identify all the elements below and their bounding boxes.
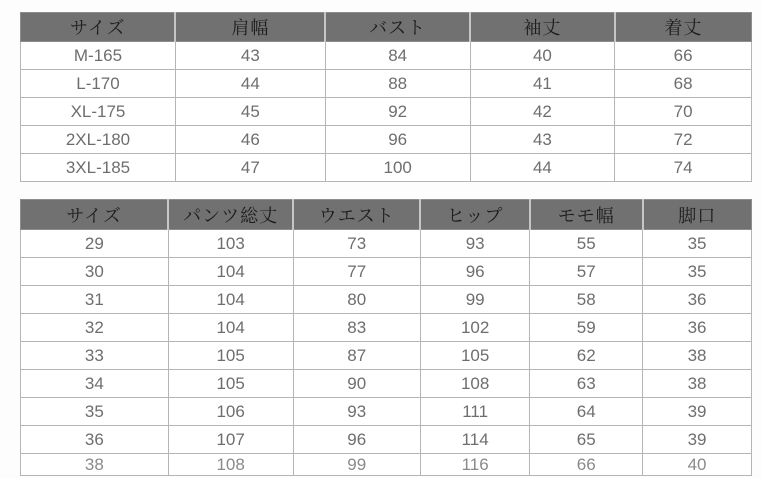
table-cell: 92 xyxy=(325,98,470,126)
table-cell: 44 xyxy=(470,154,615,182)
table-cell: 36 xyxy=(643,286,752,314)
column-header-3: 袖丈 xyxy=(470,13,615,42)
table-cell: 66 xyxy=(615,42,752,70)
column-header-2: ウエスト xyxy=(293,200,420,230)
table-cell: 64 xyxy=(530,398,643,426)
table-cell: 29 xyxy=(21,230,169,258)
table-cell: 80 xyxy=(293,286,420,314)
table-cell: 73 xyxy=(293,230,420,258)
header-row xyxy=(21,13,752,42)
table-cell: 107 xyxy=(168,426,293,454)
table-cell: 41 xyxy=(470,70,615,98)
table-row xyxy=(21,126,752,154)
table-cell: 114 xyxy=(420,426,530,454)
table-cell: 3XL-185 xyxy=(21,154,176,182)
table-cell: 77 xyxy=(293,258,420,286)
table-cell: 96 xyxy=(420,258,530,286)
table-cell: 87 xyxy=(293,342,420,370)
column-header-4: 着丈 xyxy=(615,13,752,42)
table-row xyxy=(21,230,752,258)
table-cell: 100 xyxy=(325,154,470,182)
table-cell: 32 xyxy=(21,314,169,342)
table-cell: 30 xyxy=(21,258,169,286)
table-cell: 2XL-180 xyxy=(21,126,176,154)
table-row xyxy=(21,370,752,398)
table-cell: 66 xyxy=(530,454,643,476)
table-cell: 39 xyxy=(643,398,752,426)
table-cell: 105 xyxy=(420,342,530,370)
table-cell: 57 xyxy=(530,258,643,286)
table-cell: 55 xyxy=(530,230,643,258)
table-row xyxy=(21,454,752,476)
table-cell: 47 xyxy=(175,154,325,182)
column-header-3: ヒップ xyxy=(420,200,530,230)
table-cell: 104 xyxy=(168,286,293,314)
column-header-2: バスト xyxy=(325,13,470,42)
table-cell: 65 xyxy=(530,426,643,454)
table-row xyxy=(21,154,752,182)
table-cell: 33 xyxy=(21,342,169,370)
table-cell: 62 xyxy=(530,342,643,370)
table-cell: 31 xyxy=(21,286,169,314)
table-cell: 39 xyxy=(643,426,752,454)
table-cell: 99 xyxy=(420,286,530,314)
table-cell: 105 xyxy=(168,370,293,398)
table-cell: 102 xyxy=(420,314,530,342)
table-cell: XL-175 xyxy=(21,98,176,126)
column-header-1: パンツ総丈 xyxy=(168,200,293,230)
table-cell: 99 xyxy=(293,454,420,476)
table-cell: M-165 xyxy=(21,42,176,70)
table-cell: 90 xyxy=(293,370,420,398)
table-cell: 43 xyxy=(470,126,615,154)
table-cell: 96 xyxy=(325,126,470,154)
table-row xyxy=(21,286,752,314)
table-cell: 88 xyxy=(325,70,470,98)
table-row xyxy=(21,70,752,98)
table-cell: 84 xyxy=(325,42,470,70)
table-row xyxy=(21,258,752,286)
table-cell: 40 xyxy=(470,42,615,70)
table-cell: 38 xyxy=(643,370,752,398)
table-cell: 104 xyxy=(168,258,293,286)
table-cell: 106 xyxy=(168,398,293,426)
column-header-0: サイズ xyxy=(21,200,169,230)
table-cell: 116 xyxy=(420,454,530,476)
table-cell: 42 xyxy=(470,98,615,126)
table-cell: 83 xyxy=(293,314,420,342)
table-cell: 36 xyxy=(643,314,752,342)
column-header-1: 肩幅 xyxy=(175,13,325,42)
table-cell: 35 xyxy=(643,230,752,258)
table-cell: 40 xyxy=(643,454,752,476)
table-cell: 93 xyxy=(420,230,530,258)
table-cell: 36 xyxy=(21,426,169,454)
table-cell: 104 xyxy=(168,314,293,342)
table-cell: 72 xyxy=(615,126,752,154)
table-cell: 63 xyxy=(530,370,643,398)
table-cell: 35 xyxy=(643,258,752,286)
table-cell: 74 xyxy=(615,154,752,182)
table-cell: L-170 xyxy=(21,70,176,98)
table-cell: 105 xyxy=(168,342,293,370)
tops-size-table xyxy=(20,12,752,182)
table-cell: 45 xyxy=(175,98,325,126)
table-cell: 68 xyxy=(615,70,752,98)
column-header-5: 脚口 xyxy=(643,200,752,230)
table-cell: 34 xyxy=(21,370,169,398)
table-row xyxy=(21,398,752,426)
table-cell: 38 xyxy=(21,454,169,476)
table-row xyxy=(21,98,752,126)
table-row xyxy=(21,42,752,70)
table-cell: 38 xyxy=(643,342,752,370)
pants-size-table xyxy=(20,199,752,476)
table-row xyxy=(21,342,752,370)
table-row xyxy=(21,426,752,454)
table-cell: 43 xyxy=(175,42,325,70)
table-cell: 96 xyxy=(293,426,420,454)
header-row xyxy=(21,200,752,230)
table-cell: 103 xyxy=(168,230,293,258)
table-cell: 35 xyxy=(21,398,169,426)
table-cell: 59 xyxy=(530,314,643,342)
table-cell: 58 xyxy=(530,286,643,314)
table-row xyxy=(21,314,752,342)
table-cell: 108 xyxy=(420,370,530,398)
column-header-0: サイズ xyxy=(21,13,176,42)
table-cell: 108 xyxy=(168,454,293,476)
table-cell: 93 xyxy=(293,398,420,426)
table-cell: 46 xyxy=(175,126,325,154)
table-cell: 44 xyxy=(175,70,325,98)
column-header-4: モモ幅 xyxy=(530,200,643,230)
table-cell: 70 xyxy=(615,98,752,126)
table-cell: 111 xyxy=(420,398,530,426)
